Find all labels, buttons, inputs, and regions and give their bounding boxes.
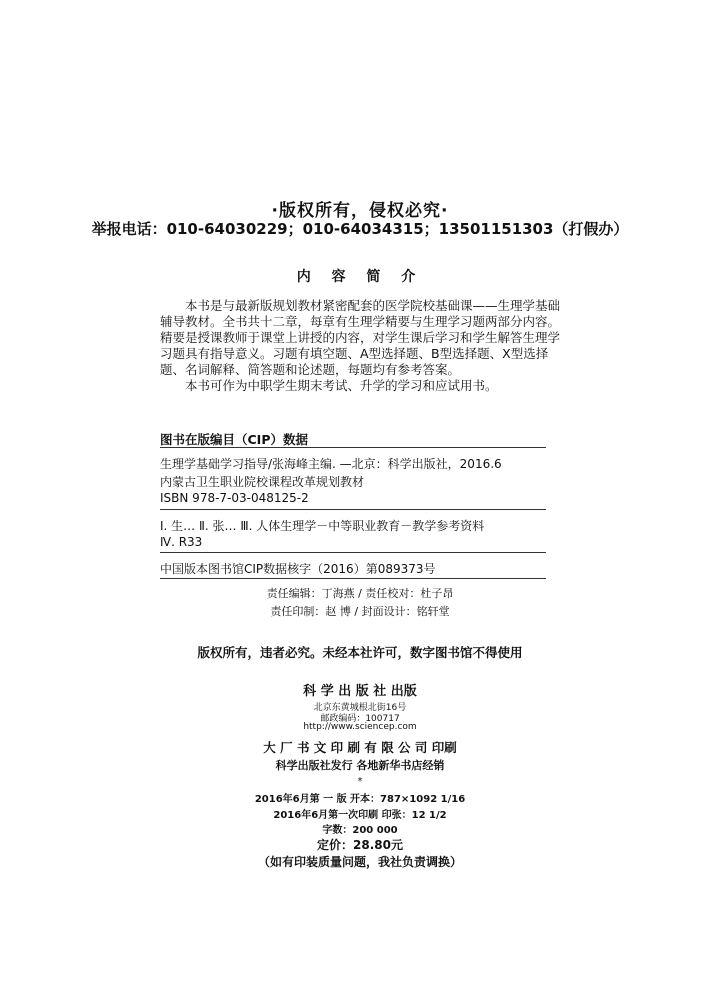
publisher-address: 北京东黄城根北街16号: [313, 703, 407, 713]
rights-warning: 版权所有，违者必究。未经本社许可，数字图书馆不得使用: [197, 645, 523, 660]
cip-library-record: 中国版本图书馆CIP数据核字（2016）第089373号: [160, 562, 436, 576]
edition-line: 2016年6月第 一 版 开本：787×1092 1/16: [254, 794, 466, 805]
divider: [160, 578, 546, 579]
quality-note: （如有印装质量问题，我社负责调换）: [257, 855, 462, 869]
intro-paragraph: 本书是与最新版规划教材紧密配套的医学院校基础课——生理学基础辅导教材。全书共十二章，每章有生理学精要与生理学习题两部分内容。精要是授课教师于课堂上讲授的内容，对学生课后学习和学生解答生理学习题具有指导意义。习题有填空题、A型选择题、B型选择题、X型选择题、名词解释、简答题和论述题，每题均有参考答案。: [160, 298, 561, 377]
star-separator: *: [357, 776, 363, 787]
intro-title: 内 容 简 介: [296, 269, 424, 285]
cip-isbn: ISBN 978-7-03-048125-2: [160, 491, 309, 505]
word-count: 字数：200 000: [322, 825, 398, 836]
cip-classification: Ⅰ. 生… Ⅱ. 张… Ⅲ. 人体生理学－中等职业教育－教学参考资料: [160, 519, 485, 533]
report-phone-line: 举报电话：010-64030229；010-64034315；13501151303（打假办）: [91, 220, 629, 238]
copyright-notice-title: ·版权所有，侵权必究·: [271, 201, 449, 221]
cip-class-code: Ⅳ. R33: [160, 535, 203, 549]
intro-body: [160, 298, 565, 394]
cip-heading: 图书在版编目（CIP）数据: [160, 432, 308, 447]
intro-paragraph: 本书可作为中职学生期末考试、升学的学习和应试用书。: [185, 378, 498, 393]
cip-series-line: 内蒙古卫生职业院校课程改革规划教材: [160, 475, 365, 489]
divider: [160, 552, 546, 553]
publisher-name: 科 学 出 版 社 出版: [303, 684, 417, 699]
publisher-postcode: 邮政编码：100717: [320, 714, 400, 724]
price: 定价：28.80元: [317, 838, 403, 852]
staff-production: 责任印制：赵 博 / 封面设计：铭轩堂: [270, 605, 450, 618]
divider: [160, 447, 546, 448]
publisher-url: http://www.sciencep.com: [303, 722, 417, 732]
divider: [160, 509, 546, 510]
cip-title-line: 生理学基础学习指导/张海峰主编. —北京：科学出版社，2016.6: [160, 457, 502, 471]
staff-editors: 责任编辑：丁海燕 / 责任校对：杜子昂: [266, 587, 454, 600]
printing-line: 2016年6月第一次印刷 印张：12 1/2: [273, 810, 447, 821]
distribution-line: 科学出版社发行 各地新华书店经销: [275, 759, 445, 772]
printer-line: 大 厂 书 文 印 刷 有 限 公 司 印刷: [263, 740, 457, 755]
